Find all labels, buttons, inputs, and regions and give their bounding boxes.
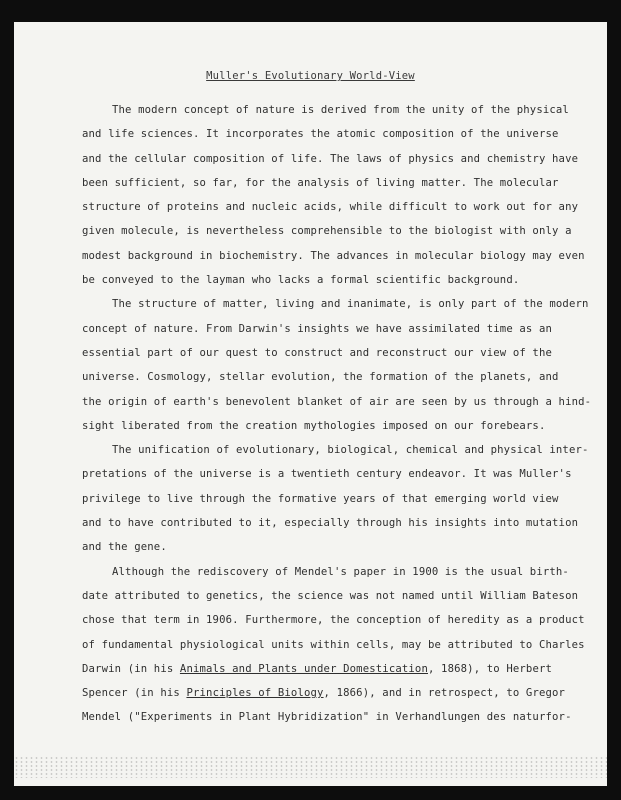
document-page: [14, 22, 607, 786]
text-line: universe. Cosmology, stellar evolution, the formation of the planets, and: [82, 371, 559, 384]
text-line: concept of nature. From Darwin's insights we have assimilated time as an: [82, 322, 553, 335]
text-line: The modern concept of nature is derived from the unity of the physical: [112, 104, 569, 116]
text-line: and life sciences. It incorporates the atomic composition of the universe: [82, 128, 559, 141]
document-title: Muller's Evolutionary World-View: [206, 70, 415, 82]
text-segment: Spencer (in his: [82, 687, 187, 700]
book-title: Animals and Plants under Domestication: [179, 662, 428, 675]
text-line-spencer: [82, 681, 602, 705]
text-line: date attributed to genetics, the science was not named until William Bateson: [82, 589, 579, 602]
text-line: structure of proteins and nucleic acids, while difficult to work out for any: [82, 201, 579, 214]
text-line: sight liberated from the creation mythologies imposed on our forebears.: [82, 419, 546, 432]
text-line: Although the rediscovery of Mendel's paper in 1900 is the usual birth-: [112, 565, 569, 578]
text-line: and the cellular composition of life. The laws of physics and chemistry have: [82, 152, 579, 165]
text-line: pretations of the universe is a twentieth century endeavor. It was Muller's: [82, 468, 572, 481]
text-line: and the gene.: [82, 541, 167, 554]
text-line: been sufficient, so far, for the analysis of living matter. The molecular: [82, 176, 559, 189]
document-body: [82, 98, 602, 730]
text-line: and to have contributed to it, especially through his insights into mutation: [82, 517, 579, 530]
text-line: privilege to live through the formative years of that emerging world view: [82, 492, 559, 505]
text-line-darwin: [82, 657, 602, 681]
text-line: Mendel ("Experiments in Plant Hybridization" in Verhandlungen des naturfor-: [82, 711, 572, 724]
text-line: modest background in biochemistry. The advances in molecular biology may even: [82, 249, 585, 262]
book-title: Principles of Biology: [186, 687, 324, 700]
text-line: chose that term in 1906. Furthermore, the conception of heredity as a product: [82, 614, 585, 627]
text-segment: , 1868), to Herbert: [428, 662, 553, 675]
text-line: the origin of earth's benevolent blanket of air are seen by us through a hind-: [82, 395, 592, 408]
text-line: be conveyed to the layman who lacks a formal scientific background.: [82, 274, 520, 287]
text-line: The unification of evolutionary, biological, chemical and physical inter-: [112, 444, 589, 457]
speck: [20, 32, 22, 34]
speck: [44, 36, 46, 38]
text-line: essential part of our quest to construct and reconstruct our view of the: [82, 346, 553, 359]
text-line: of fundamental physiological units within cells, may be attributed to Charles: [82, 638, 585, 651]
text-line: given molecule, is nevertheless comprehensible to the biologist with only a: [82, 225, 572, 238]
text-segment: , 1866), and in retrospect, to Gregor: [323, 687, 566, 700]
scan-specks: [14, 756, 607, 778]
text-segment: Darwin (in his: [82, 662, 180, 675]
text-line: The structure of matter, living and inanimate, is only part of the modern: [112, 298, 589, 311]
